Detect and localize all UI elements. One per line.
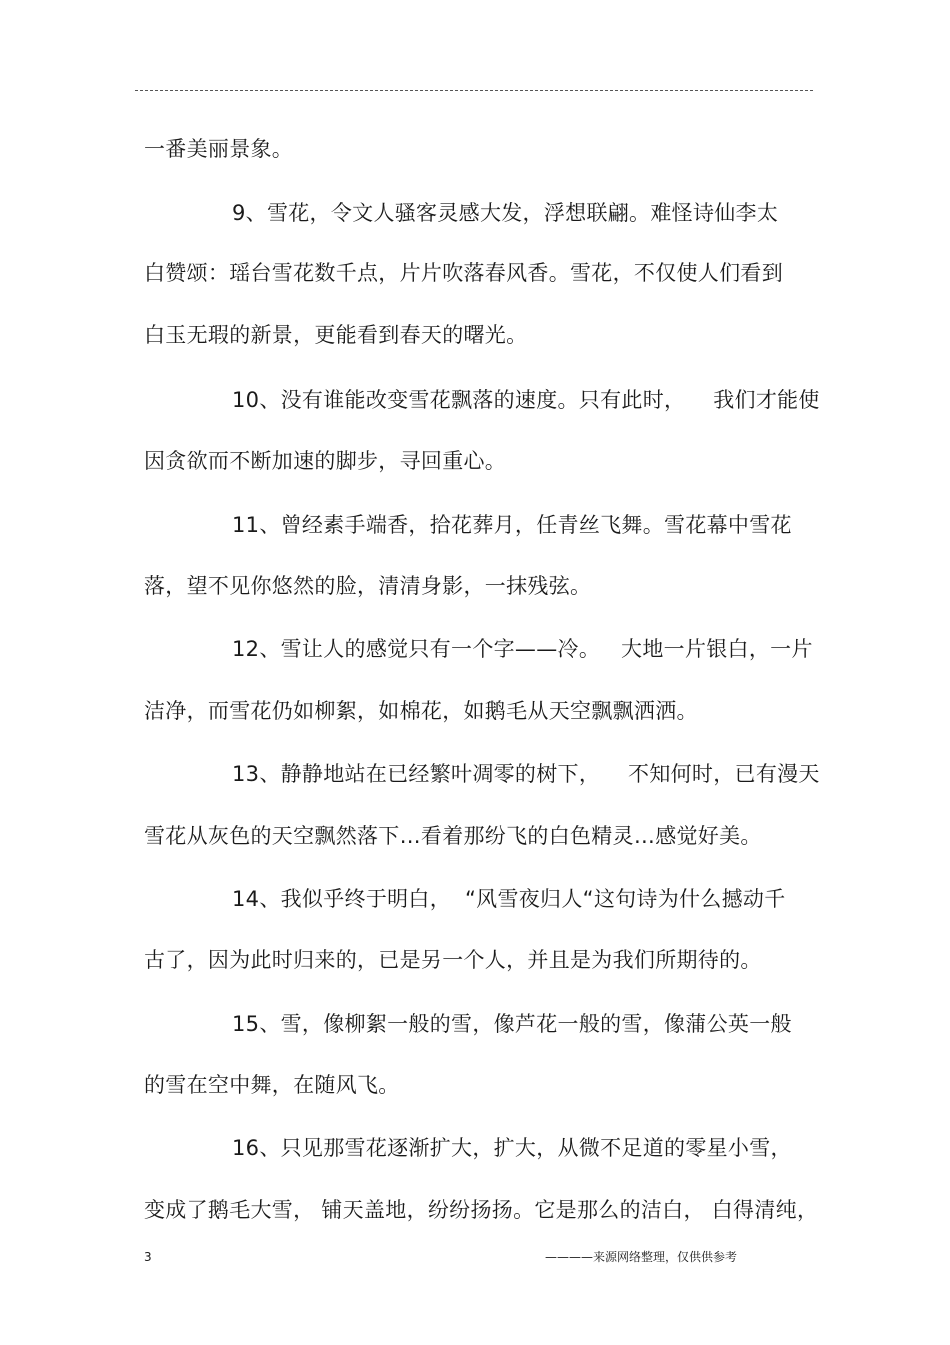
paragraph-11-line-2: 落，望不见你悠然的脸，清清身影，一抹残弦。 [144,574,592,598]
paragraph-16-line-1: 16、只见那雪花逐渐扩大，扩大，从微不足道的零星小雪， [232,1136,792,1160]
paragraph-9-line-1: 9、雪花，令文人骚客灵感大发，浮想联翩。难怪诗仙李太 [232,201,779,225]
paragraph-10-line-2: 因贪欲而不断加速的脚步，寻回重心。 [144,449,507,473]
paragraph-9-line-2: 白赞颂：瑶台雪花数千点，片片吹落春风香。雪花，不仅使人们看到 [144,261,783,285]
paragraph-13-line-1: 13、静静地站在已经繁叶凋零的树下， 不知何时，已有漫天 [232,762,820,786]
paragraph-15-line-1: 15、雪，像柳絮一般的雪，像芦花一般的雪，像蒲公英一般 [232,1012,792,1036]
paragraph-14-line-2: 古了，因为此时归来的，已是另一个人，并且是为我们所期待的。 [144,948,762,972]
paragraph-12-line-1: 12、雪让人的感觉只有一个字——冷。 大地一片银白，一片 [232,637,813,661]
text-line: 一番美丽景象。 [144,137,294,161]
header-divider [135,90,813,91]
page-number: 3 [144,1250,152,1264]
paragraph-16-line-2: 变成了鹅毛大雪， 铺天盖地，纷纷扬扬。它是那么的洁白， 白得清纯， [144,1198,819,1222]
paragraph-11-line-1: 11、曾经素手端香，拾花葬月，任青丝飞舞。雪花幕中雪花 [232,513,792,537]
paragraph-14-line-1: 14、我似乎终于明白， “风雪夜归人“这句诗为什么撼动千 [232,887,786,911]
paragraph-12-line-2: 洁净，而雪花仍如柳絮，如棉花，如鹅毛从天空飘飘洒洒。 [144,699,698,723]
paragraph-10-line-1: 10、没有谁能改变雪花飘落的速度。只有此时， 我们才能使 [232,388,820,412]
paragraph-13-line-2: 雪花从灰色的天空飘然落下…看着那纷飞的白色精灵…感觉好美。 [144,824,762,848]
paragraph-9-line-3: 白玉无瑕的新景，更能看到春天的曙光。 [144,323,528,347]
footer-source-note: ————来源网络整理，仅供供参考 [545,1250,738,1264]
paragraph-15-line-2: 的雪在空中舞，在随风飞。 [144,1073,400,1097]
